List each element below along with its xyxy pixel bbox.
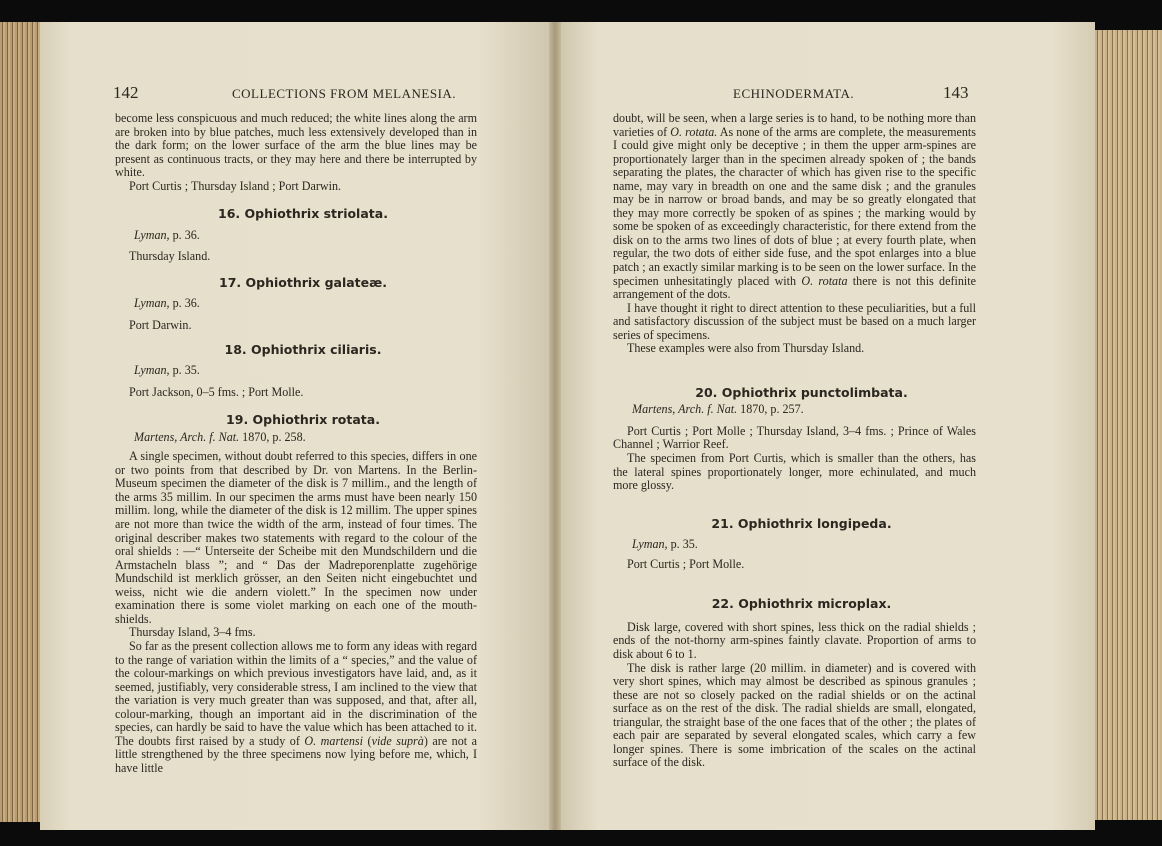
species-21-locality: Port Curtis ; Port Molle. bbox=[627, 556, 745, 571]
species-17-ref-page: p. 36. bbox=[169, 296, 200, 311]
left-page-body bbox=[115, 112, 477, 775]
species-20-ref: Martens, Arch. f. Nat. bbox=[632, 402, 738, 417]
cont-italic-2: O. rotata bbox=[801, 273, 848, 288]
discussion-text-c: ) are not a little strengthened by the three specimens now lying before me, which, I have little bbox=[115, 733, 478, 775]
discussion-text-b: ( bbox=[363, 733, 372, 748]
species-19-discussion bbox=[115, 640, 477, 775]
left-running-head: COLLECTIONS FROM MELANESIA. bbox=[232, 86, 457, 101]
intro-paragraph: become less conspicuous and much reduced; the white lines along the arm are broken into by blue patches, much less extensively developed than in the dark form; on the lower surface of the arm the blue lines may be present as continuous tracts, or they may here and there be interrupted by white. bbox=[115, 111, 477, 180]
species-16-ref-page: p. 36. bbox=[169, 227, 200, 242]
species-19-locality: Thursday Island, 3–4 fms. bbox=[129, 625, 256, 640]
species-18-ref-author: Lyman, bbox=[134, 363, 170, 378]
left-page-edges bbox=[0, 22, 42, 822]
right-page-number: 143 bbox=[943, 83, 969, 102]
species-16-title: 16. Ophiothrix striolata. bbox=[218, 206, 388, 222]
species-17-title: 17. Ophiothrix galateæ. bbox=[219, 274, 387, 290]
species-17-locality: Port Darwin. bbox=[129, 318, 192, 333]
discussion-italic-2: vide suprà bbox=[371, 733, 424, 748]
species-21-title: 21. Ophiothrix longipeda. bbox=[711, 515, 892, 531]
species-22-diagnosis: Disk large, covered with short spines, less thick on the radial shields ; ends of the not-thorny arm-spines faintly clavate. Proportion of arms to disk about 6 to 1. bbox=[613, 619, 976, 661]
species-18-title: 18. Ophiothrix ciliaris. bbox=[224, 341, 382, 357]
species-22-title: 22. Ophiothrix microplax. bbox=[711, 596, 892, 612]
species-20-note: The specimen from Port Curtis, which is smaller than the others, has the lateral spines proportionately longer, more echinulated, and much more glossy. bbox=[613, 451, 976, 493]
cont-text-a: doubt, will be seen, when a large series is to hand, to be nothing more than varieties of bbox=[613, 111, 976, 139]
continued-paragraph-2: I have thought it right to direct attention to these peculiarities, but a full and satisfactory discussion of the subject must be based on a much larger series of specimens. bbox=[613, 300, 976, 342]
right-running-head: ECHINODERMATA. bbox=[733, 86, 855, 101]
species-20-title: 20. Ophiothrix punctolimbata. bbox=[695, 384, 908, 400]
right-page-edges bbox=[1090, 30, 1162, 820]
species-21-ref: Lyman, bbox=[632, 537, 668, 552]
species-16-ref-author: Lyman, bbox=[134, 227, 170, 242]
discussion-text-a: So far as the present collection allows me to form any ideas with regard to the range of variation within the limits of a “ species,” and the value of the colour-markings on which previous investigators have laid, and, as it seemed, justifiably, very considerable stress, I am inclined to the view that the variation is very much greater than was supposed, and that, after all, colour-marking, though an important aid in the discrimination of the species, can hardly be said to have the value which has been attached to it. The doubts first raised by a study of bbox=[115, 638, 477, 748]
species-18-locality: Port Jackson, 0–5 fms. ; Port Molle. bbox=[129, 384, 304, 399]
species-19-ref: Martens, Arch. f. Nat. bbox=[134, 429, 240, 444]
species-17-ref-author: Lyman, bbox=[134, 296, 170, 311]
intro-locality: Port Curtis ; Thursday Island ; Port Darwin. bbox=[129, 178, 342, 193]
species-19-title: 19. Ophiothrix rotata. bbox=[226, 412, 380, 428]
cont-italic-1: O. rotata. bbox=[670, 124, 718, 139]
discussion-italic-1: O. martensi bbox=[304, 733, 364, 748]
cont-text-b: As none of the arms are complete, the measurements I could give might only be deceptive ; in them the upper arm-spines are proportionately larger than in the specimen already spoken of ; the bands separating the plates, the character of which has given rise to the specific name, may vary in breadth on one and the same disk ; and the granules may be in narrow or broad bands, and may be so greatly elongated that they may more correctly be spoken of as spines ; the marking would by some be spoken of as exceedingly characteristic, for there extend from the disk on to the arms two lines of dots of blue ; at every fourth plate, when regular, the two dots of either side fuse, and the spot enlarges into a blue patch ; an exactly similar marking is to be seen on the lower surface. In the specimen unhesitatingly placed with bbox=[613, 124, 976, 288]
left-page-number: 142 bbox=[113, 83, 139, 102]
species-20-ref-tail: 1870, p. 257. bbox=[737, 402, 804, 417]
continued-paragraph-3: These examples were also from Thursday Island. bbox=[627, 341, 865, 356]
species-20-localities: Port Curtis ; Port Molle ; Thursday Island, 3–4 fms. ; Prince of Wales Channel ; Warrior Reef. bbox=[613, 423, 976, 452]
species-19-ref-tail: 1870, p. 258. bbox=[239, 429, 306, 444]
cont-text-c: there is not this definite arrangement of the dots. bbox=[613, 273, 976, 302]
right-page-body bbox=[613, 112, 976, 770]
continued-paragraph bbox=[613, 112, 976, 302]
species-18-ref-page: p. 35. bbox=[169, 363, 200, 378]
species-21-ref-tail: p. 35. bbox=[667, 537, 698, 552]
book-gutter bbox=[549, 22, 561, 830]
species-22-description: The disk is rather large (20 millim. in diameter) and is covered with very short spines, which may almost be described as spinous granules ; these are not so closely packed on the radial shields or on the actinal surface as on the rest of the disk. The radial shields are small, elongated, triangular, the straight base of the one faces that of the other ; the plates of each pair are separated by several elongated scales, which carry a few longer spines. There is some imbrication of the scales on the actinal surface of the disk. bbox=[613, 660, 976, 770]
species-16-locality: Thursday Island. bbox=[129, 249, 211, 264]
species-19-description: A single specimen, without doubt referred to this species, differs in one or two points from that described by Dr. von Martens. In the Berlin-Museum specimen the diameter of the disk is 7 millim., and the length of the arms 35 millim. In our specimen the arms must have been nearly 150 millim. long, while the diameter of the disk is 12 millim. The upper spines are not more than twice the width of the arm, instead of four times. The original describer makes two statements with regard to the colour of the oral shields : —“ Unterseite der Scheibe mit den Mundschildern und die Armstacheln blass ”; and “ Das der Madreporenplatte zugehörige Mundschild ist merklich grösser, an den Seiten nicht eingebuchtet und weiss, nicht wie die andern violett.” In the specimen now under examination there is some violet marking on each one of the mouth-shields. bbox=[115, 449, 477, 626]
